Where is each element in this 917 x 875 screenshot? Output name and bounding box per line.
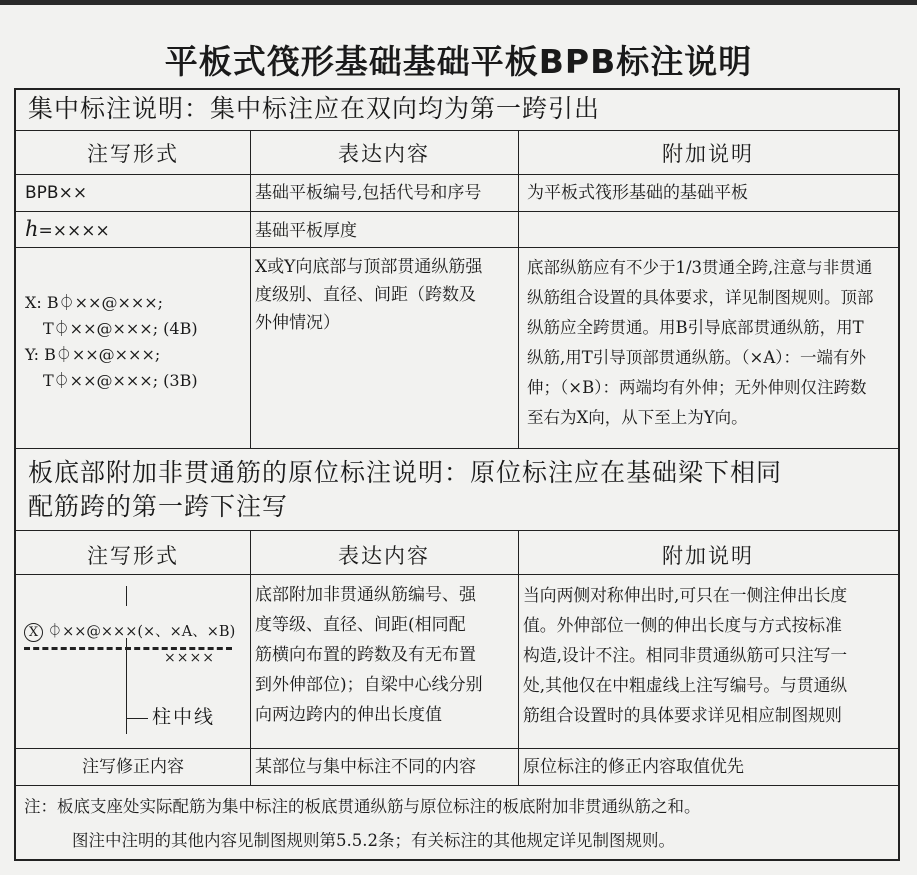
s2-header-note: 附加说明 xyxy=(662,544,754,568)
s2-content-line: 筋横向布置的跨数及有无布置 xyxy=(255,645,476,665)
rebar-form-line: X: B⏀××@×××; xyxy=(25,293,164,312)
s2-correction-note: 原位标注的修正内容取值优先 xyxy=(523,757,744,777)
s1-row2-form xyxy=(20,216,250,244)
s1-row2-content: 基础平板厚度 xyxy=(255,221,357,241)
s2-header-form: 注写形式 xyxy=(87,544,179,568)
rebar-note-line: 纵筋,用T引导顶部贯通纵筋。（×A）：一端有外 xyxy=(527,348,866,367)
section2-title-line: 配筋跨的第一跨下注写 xyxy=(28,492,289,521)
rebar-note-line: 至右为X向，从下至上为Y向。 xyxy=(527,408,748,427)
s2-note-line: 处,其他仅在中粗虚线上注写编号。与贯通纵 xyxy=(523,675,848,695)
column-axis-upper xyxy=(126,586,127,606)
section2-title xyxy=(28,456,898,524)
s2-content-line: 到外伸部位)；自梁中心线分别 xyxy=(255,675,483,695)
s2-content-line: 向两边跨内的伸出长度值 xyxy=(255,705,442,725)
axis-leader xyxy=(126,718,148,719)
s1-rebar-content xyxy=(250,253,518,337)
h-value: =×××× xyxy=(38,221,110,241)
rebar-content-line: X或Y向底部与顶部贯通纵筋强 xyxy=(255,257,483,277)
s2-content xyxy=(250,580,518,730)
rebar-form-line: T⏀××@×××; (4B) xyxy=(43,319,198,338)
rebar-note-line: 底部纵筋应有不少于1/3贯通全跨,注意与非贯通 xyxy=(527,258,873,277)
annotation-table xyxy=(14,88,900,861)
page-title: 平板式筏形基础基础平板BPB标注说明 xyxy=(164,42,753,81)
s2-note-line: 当向两侧对称伸出时,可只在一侧注伸出长度 xyxy=(523,585,848,605)
section2-title-line: 板底部附加非贯通筋的原位标注说明：原位标注应在基础梁下相同 xyxy=(28,458,783,487)
s2-note xyxy=(518,580,898,730)
footnote-2: 图注中注明的其他内容见制图规则第5.5.2条；有关标注的其他规定详见制图规则。 xyxy=(72,831,675,850)
s1-row1-content: 基础平板编号,包括代号和序号 xyxy=(255,183,482,203)
s1-rebar-note xyxy=(522,253,898,433)
s1-header-form: 注写形式 xyxy=(87,142,179,166)
rebar-form-line: Y: B⏀××@×××; xyxy=(25,345,161,364)
rebar-note-line: 纵筋应全跨贯通。用B引导底部贯通纵筋，用T xyxy=(527,318,864,337)
rebar-annotation xyxy=(24,620,250,642)
s1-row1-note: 为平板式筏形基础的基础平板 xyxy=(527,183,748,203)
column-centerline-label: 柱中线 xyxy=(152,706,216,728)
rebar-note-line: 纵筋组合设置的具体要求，详见制图规则。顶部 xyxy=(527,288,874,307)
s2-note-line: 构造,设计不注。相同非贯通纵筋可只注写一 xyxy=(523,645,848,665)
s2-note-line: 筋组合设置时的具体要求详见相应制图规则 xyxy=(523,705,842,725)
rebar-spec: ⏀××@×××(×、×A、×B) xyxy=(47,624,236,640)
rebar-content-line: 外伸情况） xyxy=(255,313,340,333)
footnote-1: 注：板底支座处实际配筋为集中标注的板底贯通纵筋与原位标注的板底附加非贯通纵筋之和。 xyxy=(24,797,701,816)
extension-length: ×××× xyxy=(164,650,215,666)
rebar-id-circle: X xyxy=(24,623,43,642)
s1-header-note: 附加说明 xyxy=(662,142,754,166)
s2-content-line: 度等级、直径、间距(相同配 xyxy=(255,615,466,635)
h-symbol: h xyxy=(25,217,39,241)
column-axis-lower xyxy=(126,638,127,734)
rebar-content-line: 度级别、直径、间距（跨数及 xyxy=(255,285,476,305)
rebar-note-line: 伸；（×B）：两端均有外伸；无外伸则仅注跨数 xyxy=(527,378,867,397)
section1-title: 集中标注说明：集中标注应在双向均为第一跨引出 xyxy=(28,94,601,123)
s1-header-content: 表达内容 xyxy=(338,142,430,166)
s2-note-line: 值。外伸部位一侧的伸出长度与方式按标准 xyxy=(523,615,842,635)
s1-row1-form: BPB×× xyxy=(25,183,88,203)
s2-content-line: 底部附加非贯通纵筋编号、强 xyxy=(255,585,476,605)
s2-correction-form: 注写修正内容 xyxy=(82,757,184,777)
s1-rebar-form xyxy=(20,290,250,394)
s2-header-content: 表达内容 xyxy=(338,544,430,568)
top-rule xyxy=(0,0,917,5)
rebar-form-line: T⏀××@×××; (3B) xyxy=(43,371,198,390)
s2-correction-content: 某部位与集中标注不同的内容 xyxy=(255,757,476,777)
